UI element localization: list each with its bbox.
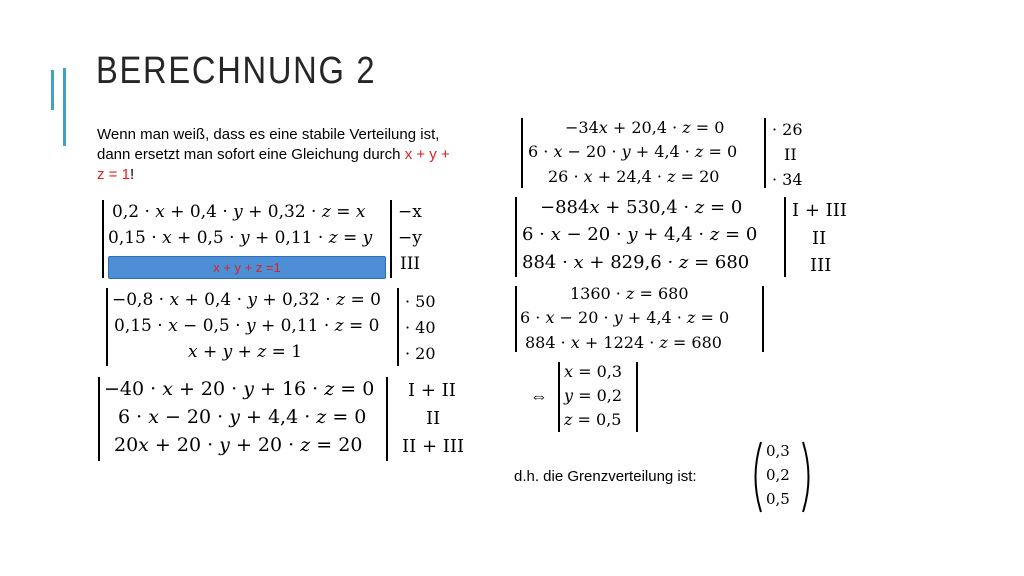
system-3-annotation-3: II + III: [402, 436, 465, 457]
system-3-right-bar: [386, 377, 388, 461]
system-6-row-1: 1360 · 𝑧 = 680: [570, 284, 689, 303]
system-6-right-bar: [762, 286, 764, 352]
system-4-left-bar: [521, 118, 523, 188]
conclusion-label: d.h. die Grenzverteilung ist:: [514, 468, 697, 485]
system-3-left-bar: [98, 377, 100, 461]
intro-text: [97, 125, 457, 185]
system-1-row-1: 0,2 · 𝑥 + 0,4 · 𝑦 + 0,32 · 𝑧 = 𝑥: [112, 202, 366, 222]
system-3-row-3: 20𝑥 + 20 · 𝑦 + 20 · 𝑧 = 20: [114, 434, 363, 456]
system-2-annotation-1: · 50: [405, 292, 436, 311]
system-5-row-1: −884𝑥 + 530,4 · 𝑧 = 0: [540, 197, 743, 218]
system-4-annotation-2: II: [784, 145, 797, 164]
system-6-row-2: 6 · 𝑥 − 20 · 𝑦 + 4,4 · 𝑧 = 0: [520, 308, 730, 327]
system-5-left-bar: [515, 197, 517, 277]
system-5-annotation-3: III: [810, 255, 832, 276]
system-6-left-bar: [515, 286, 517, 352]
system-5-right-bar: [784, 197, 786, 277]
intro-equation: x + y + z = 1: [97, 146, 450, 183]
system-2-row-3: 𝑥 + 𝑦 + 𝑧 = 1: [188, 342, 303, 362]
vector-entry-2: 0,2: [766, 466, 790, 484]
system-5-row-3: 884 · 𝑥 + 829,6 · 𝑧 = 680: [522, 252, 750, 273]
system-4-row-3: 26 · 𝑥 + 24,4 · 𝑧 = 20: [548, 167, 720, 186]
system-1-annotation-2: −y: [398, 228, 422, 248]
vector-left-paren: [748, 440, 764, 514]
system-4-row-2: 6 · 𝑥 − 20 · 𝑦 + 4,4 · 𝑧 = 0: [528, 142, 738, 161]
system-4-right-bar: [764, 118, 766, 188]
intro-text-before: Wenn man weiß, dass es eine stabile Verteilung ist, dann ersetzt man sofort eine Gleichung durch: [97, 126, 440, 163]
system-5-annotation-1: I + III: [792, 200, 847, 221]
system-4-row-1: −34𝑥 + 20,4 · 𝑧 = 0: [565, 118, 725, 137]
system-1-annotation-3: III: [400, 254, 421, 274]
equivalence-arrow-icon: ⇔: [530, 386, 548, 406]
solution-row-z: 𝑧 = 0,5: [564, 410, 622, 429]
solution-row-y: 𝑦 = 0,2: [564, 386, 623, 405]
system-6-row-3: 884 · 𝑥 + 1224 · 𝑧 = 680: [525, 333, 722, 352]
system-1-right-bar: [390, 200, 392, 278]
vector-entry-3: 0,5: [766, 490, 790, 508]
solution-left-bar: [558, 362, 560, 432]
solution-right-bar: [636, 362, 638, 432]
system-4-annotation-1: · 26: [772, 120, 803, 139]
system-3-row-2: 6 · 𝑥 − 20 · 𝑦 + 4,4 · 𝑧 = 0: [118, 406, 367, 428]
system-2-annotation-3: · 20: [405, 344, 436, 363]
slide-title: BERECHNUNG 2: [96, 50, 377, 92]
accent-line-right: [63, 68, 66, 146]
system-5-annotation-2: II: [812, 228, 827, 249]
system-2-row-1: −0,8 · 𝑥 + 0,4 · 𝑦 + 0,32 · 𝑧 = 0: [112, 290, 381, 310]
solution-row-x: 𝑥 = 0,3: [564, 362, 623, 381]
system-3-row-1: −40 · 𝑥 + 20 · 𝑦 + 16 · 𝑧 = 0: [104, 378, 375, 400]
vector-right-paren: [800, 440, 816, 514]
system-2-annotation-2: · 40: [405, 318, 436, 337]
system-2-right-bar: [397, 288, 399, 366]
system-3-annotation-1: I + II: [408, 380, 456, 401]
system-4-annotation-3: · 34: [772, 170, 803, 189]
system-1-highlight-equation: x + y + z =1: [108, 256, 386, 279]
system-5-row-2: 6 · 𝑥 − 20 · 𝑦 + 4,4 · 𝑧 = 0: [522, 224, 758, 245]
intro-text-after: !: [129, 166, 135, 183]
system-1-left-bar: [102, 200, 104, 278]
accent-line-left: [51, 70, 54, 110]
system-1-row-2: 0,15 · 𝑥 + 0,5 · 𝑦 + 0,11 · 𝑧 = 𝑦: [108, 228, 373, 248]
system-2-row-2: 0,15 · 𝑥 − 0,5 · 𝑦 + 0,11 · 𝑧 = 0: [114, 316, 380, 336]
system-3-annotation-2: II: [426, 408, 441, 429]
vector-entry-1: 0,3: [766, 442, 790, 460]
system-1-annotation-1: −x: [398, 202, 422, 222]
system-2-left-bar: [106, 288, 108, 366]
